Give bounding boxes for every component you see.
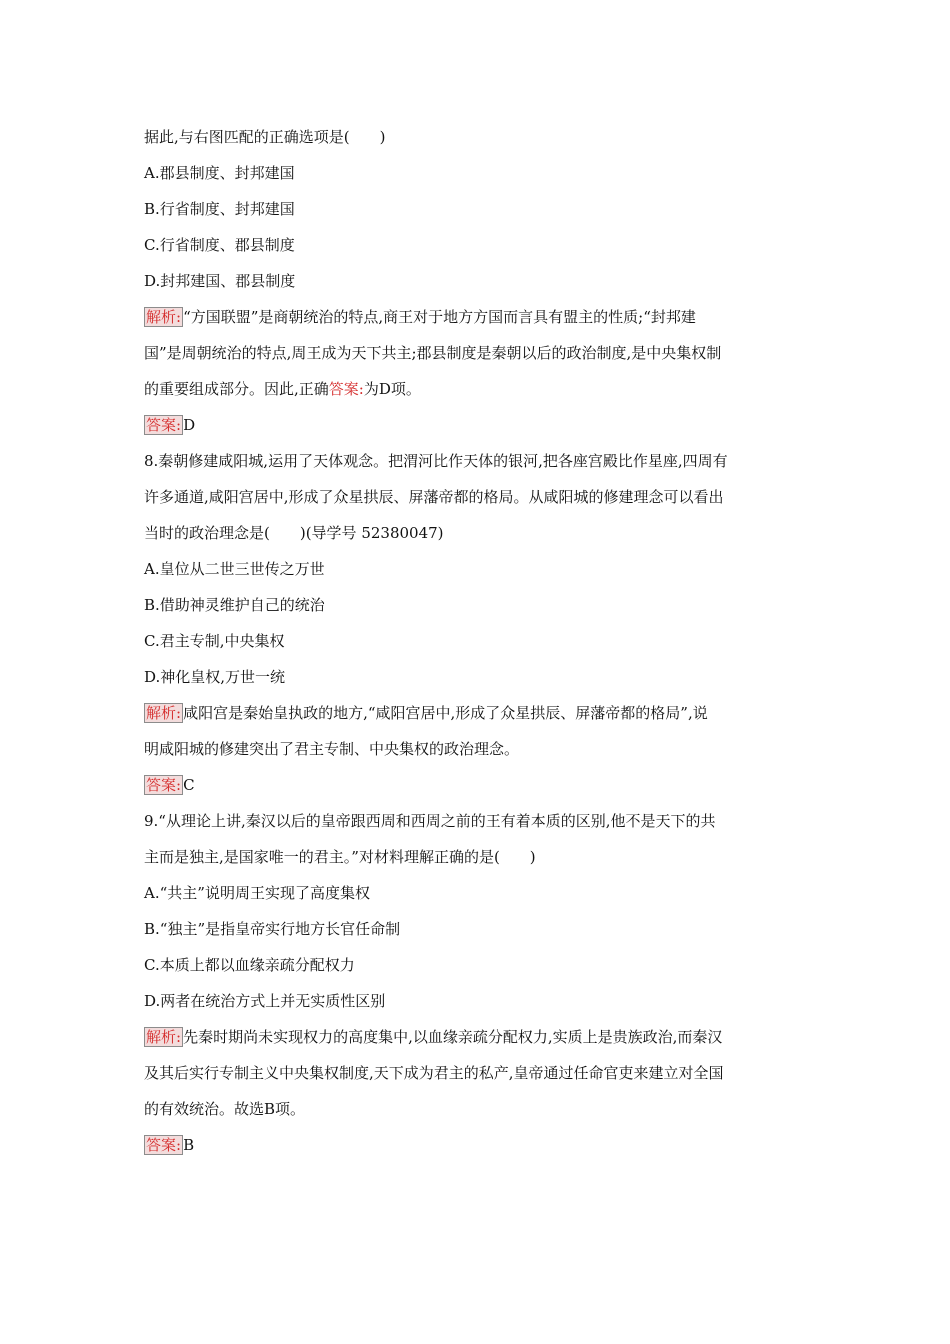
q9-analysis-text-1: 先秦时期尚未实现权力的高度集中,以血缘亲疏分配权力,实质上是贵族政治,而秦汉 — [183, 1028, 723, 1046]
q8-option-c: C.君主专制,中央集权 — [144, 632, 285, 650]
q7-answer-value: D — [183, 416, 196, 434]
q7-analysis-line-3 — [144, 376, 814, 412]
analysis-label: 解析: — [146, 308, 182, 326]
q8-option-b: B.借助神灵维护自己的统治 — [144, 596, 325, 614]
q9-stem-line-1: 9.“从理论上讲,秦汉以后的皇帝跟西周和西周之前的王有着本质的区别,他不是天下的共 — [144, 812, 716, 830]
q9-option-d: D.两者在统治方式上并无实质性区别 — [144, 992, 386, 1010]
q9-stem-line-2: 主而是独主,是国家唯一的君主。”对材料理解正确的是( ) — [144, 848, 536, 866]
q9-answer — [144, 1132, 814, 1168]
q8-stem-line-3: 当时的政治理念是( )(导学号 52380047) — [144, 524, 444, 542]
q9-answer-value: B — [183, 1136, 195, 1154]
q7-option-b: B.行省制度、封邦建国 — [144, 200, 295, 218]
q7-analysis-text-1: “方国联盟”是商朝统治的特点,商王对于地方方国而言具有盟主的性质;“封邦建 — [183, 308, 696, 326]
q8-stem-line-1: 8.秦朝修建咸阳城,运用了天体观念。把渭河比作天体的银河,把各座宫殿比作星座,四周有 — [144, 452, 728, 470]
q8-stem-line-2: 许多通道,咸阳宫居中,形成了众星拱辰、屏藩帝都的格局。从咸阳城的修建理念可以看出 — [144, 488, 724, 506]
inline-answer-label: 答案: — [328, 380, 364, 398]
q7-analysis-text-3: 的重要组成部分。因此,正确 — [144, 380, 329, 398]
q7-option-a: A.郡县制度、封邦建国 — [144, 164, 295, 182]
q8-analysis-text-1: 咸阳宫是秦始皇执政的地方,“咸阳宫居中,形成了众星拱辰、屏藩帝都的格局”,说 — [183, 704, 708, 722]
q7-answer — [144, 412, 814, 448]
answer-label: 答案: — [146, 1136, 182, 1154]
q7-option-d: D.封邦建国、郡县制度 — [144, 272, 296, 290]
analysis-label: 解析: — [146, 1028, 182, 1046]
q7-option-c: C.行省制度、郡县制度 — [144, 236, 295, 254]
q8-answer-value: C — [183, 776, 195, 794]
q8-answer — [144, 772, 814, 808]
q9-option-a: A.“共主”说明周王实现了高度集权 — [144, 884, 370, 902]
q9-analysis-line-3: 的有效统治。故选B项。 — [144, 1100, 306, 1118]
q7-analysis-line-2: 国”是周朝统治的特点,周王成为天下共主;郡县制度是秦朝以后的政治制度,是中央集权制 — [144, 344, 722, 362]
q9-analysis-line-2: 及其后实行专制主义中央集权制度,天下成为君主的私产,皇帝通过任命官吏来建立对全国 — [144, 1064, 724, 1082]
q7-stem: 据此,与右图匹配的正确选项是( ) — [144, 128, 386, 146]
answer-label: 答案: — [146, 416, 182, 434]
q9-option-b: B.“独主”是指皇帝实行地方长官任命制 — [144, 920, 401, 938]
q9-option-c: C.本质上都以血缘亲疏分配权力 — [144, 956, 355, 974]
q8-analysis-line-1 — [144, 700, 814, 736]
q8-analysis-line-2: 明咸阳城的修建突出了君主专制、中央集权的政治理念。 — [144, 740, 520, 758]
analysis-label: 解析: — [146, 704, 182, 722]
answer-label: 答案: — [146, 776, 182, 794]
document-page — [144, 124, 814, 1168]
q9-analysis-line-1 — [144, 1024, 814, 1060]
q8-option-d: D.神化皇权,万世一统 — [144, 668, 286, 686]
q8-option-a: A.皇位从二世三世传之万世 — [144, 560, 325, 578]
q7-analysis-line-1 — [144, 304, 814, 340]
q7-analysis-tail: 为D项。 — [363, 380, 421, 398]
